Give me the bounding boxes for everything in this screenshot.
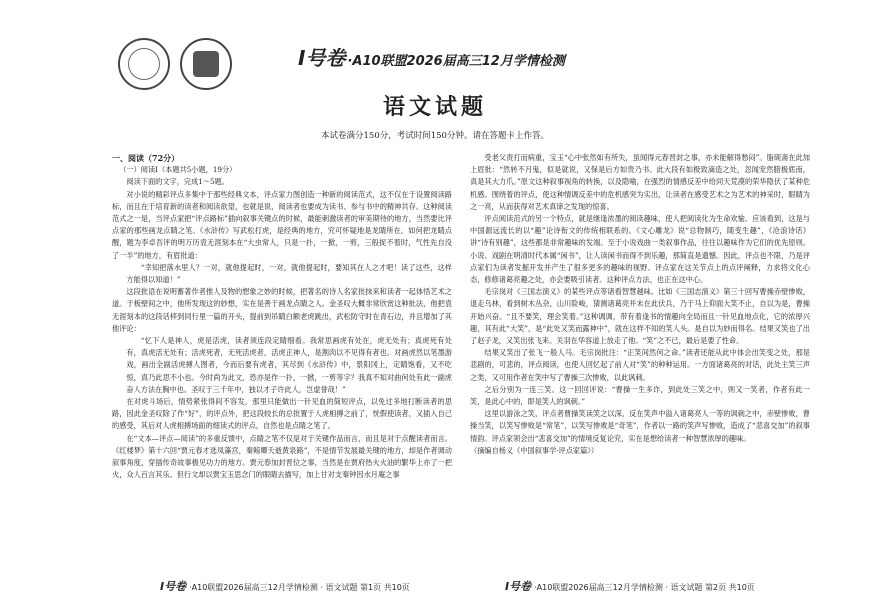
paragraph: 受老父责打而病重，宝玉“心中张然如有所失，虽闻得元春晋封之事，亦未能解得愁闷”。脂砚斋在此加上眉批：“然转不月鬼，似是就说，又保是后方如贵乃书。此大段有如极致滴造之处，忽闻宠然腊极底南，真是其大力爪。”原文这种叙事视角的转换，以及隐喻，在强烈的情感反差中给同天荒漠的荣华隐伏了某种危机感。围绕着的评点，使这种情调反差中的危机感突为实出，让读者在感受艺术之为艺术的神采时，眼睛为之一亮，从而获得对艺术真谛之发现的惊喜。 — [470, 153, 810, 211]
footer-text: ·A10联盟2026届高三12月学情检测 · 语文试题 第2页 共10页 — [534, 583, 755, 592]
paragraph: 结果又笑出了张飞一般人马。毛宗岗批注：“正笑间然何之命。”读者还能从此中体会出笑变之处，那是悲剧的，可悲的，评点阅读，也使人回忆起了前人对“笑”的种种运用。一方面诸葛亮的对话，此处主笑三声之类，又可用作者在笑中写了曹操三次惨败，以此讽刺。 — [470, 348, 810, 382]
footer-brand-mark: I号卷 — [160, 580, 187, 593]
footer-brand-mark: I号卷 — [505, 580, 532, 593]
paragraph: 评点阅读范式的另一个特点，就是继逢浓墨的阅读趣味，使人把阅读化为生命欢愉。应该看到，这是与中国源远流长的以“趣”论诗衔文的传统相联系的。《文心雕龙》说“总物制巧，随变生趣”，《沧浪诗话》讲“诗有别趣”，这些都是非常趣味的发端。至于小说戏曲一类叙事作品，往往以趣味作为它们的优先原则。小说、戏剧在明清时代本属“闲书”，让人读闲书而得不到乐趣，那简直是遗憾。因此，评点也不限，乃是评点家们为读者发掘开发并产生了很多更多的趣味的视野。评点家在这关节点上的点评阐释，力求将文化心态，修修诸葛亮趣之处，亦会要吸引读者。这种评点方法，也正在这中心。 — [470, 214, 810, 285]
paragraph: 这段批语在说明蓄著作者推人及物的想象之妙的时候，把著名的诗人名家批抹来和读者一起体悟艺术之道。于板壁间之中，他所发现这的妙想，实在是善于画龙点睛之人。金圣叹大概非常欣赏这种批法，他把袁无涯刻本的这段话移到同行里一篇的开头，提前到吊睛白额老虎跳出，武松防守时在青石边，并且增加了其他评论： — [112, 287, 452, 333]
school-seal-logo — [118, 38, 170, 90]
page-title: 语文试题 — [382, 95, 487, 120]
right-column — [470, 152, 810, 457]
footer-right — [505, 578, 755, 594]
quote-paragraph: “幸知把落水里人？一对，就他提起时，一对，就他提起时，要知其在人之才吧！读了这些，这样方能得以知道！” — [126, 262, 452, 285]
paragraph: 之后分别为一连三笑。这一回回评说：“曹操一生多诈，到此处三笑之中，则又一笑者，作者有此一笑，是此心中的，即是笑人的讽刺。” — [470, 384, 810, 407]
section-heading: 一、阅读（72分） — [112, 153, 180, 163]
paragraph: 毛宗岗对《三国志演义》的某些评点等诸看智慧越味。比如《三国志演义》第三十回写曹操赤壁惨败，退走乌林，看到树木丛杂，山川险峻，猜测诸葛亮并未在此伏兵，乃于马上仰面大笑不止，自以为是，曹操开始兴奋。“且不要笑，理会笑着。”这种调调，带有着逢书的情趣向全局而且一针见血地点化，它的浓厚兴趣，其有此“大笑”，是“此处又笑而露神中”，就在这样不知的笑人头。是自以为妙而得名。结果又笑也了出了赵子龙，又笑出张飞来。关羽在华容道上放走了他。“笑”之不已，最后是要了性命。 — [470, 287, 810, 346]
exam-notice: 本试卷满分150分，考试时间150分钟。请在答题卡上作答。 — [321, 131, 549, 141]
quote-paragraph: “忆下人是神人，虎是活虎，读者须连段定睛细看。我常思画虎有处在，虎无处有；真虎死有处有，真虎活无处有；活虎死者，无死活虎者，活虎正神人，是割肉以不见得有者也。对画虎然以笔墨游戏，画出全副活虎搏人图者，今而后要有虎者，其尽到《水浒传》中，景阳冈上，定睛饱看，又不吃惊，真乃此思不小也。今时尚为此文，恐亦是作一扑，一掀，一剪等字？我真不知对曲何处有此一副虎奋人方法在胸中也。圣叹于三千年中，独以才子许此人，岂虚誉哉！” — [126, 336, 452, 394]
paragraph: 在“文本—评点—阅读”的多重反馈中，点睛之笔不仅是对于关键作品而言，而且是对于点醒读者而言。《红楼梦》第十六回“贾元春才选凤藻宫，秦鲸卿夭逝黄泉路”，不是情节发展最关键的地方，却是作者调动叙事角度，穿插传奇故事极见功力的地方。贾元春加封晋位之事，当然是在贾府热火火油的繁华上亦了一把火，众人百言其乐。但行文却以贾宝玉思念门的眼睛去描写，加上甘对支秦钟因水月庵之事 — [112, 433, 452, 480]
exam-brand — [298, 42, 565, 71]
footer-left — [160, 578, 410, 594]
education-seal-logo — [180, 38, 232, 90]
paragraph: 在对虎斗场后，情势紧张得间不容发，那里只能做出一针见血的简短评点，以免过多地打断读者的思路，因此金圣叹除了作“好”，的评点外，把这段较长的总批置于人虎相搏之前了，恍假使读者，又插入自己的感受，其后对人虎相搏场面的细读式的评点，自然也是点睛之笔了。 — [112, 397, 452, 431]
paragraph: 这里以游泳之笑，评点者曹操笑读笑之以深，反在笑声中溢入诸葛亮人一等的讽刺之中，赤壁惨败，曹操当笑，以笑写惨败是“常笔”，以笑写惨败是“奇笔”，作者以一路的笑声写惨败，造成了“悲喜交加”的叙事情韵。评点家领会出“悲喜交加”的情境反复论究，实在是想给读者一种智慧浓厚的趣味。 — [470, 409, 810, 443]
instruction: 阅读下面的文字，完成1～5题。 — [126, 177, 229, 187]
brand-mark: I号卷 — [298, 46, 346, 70]
paragraph: 对小说的精彩评点多集中于那些经典文本，评点家力图创造一种新的阅读范式，这不仅在于设置阅读路标，而且在于培育新的读者和阅读欲望，也就是说，阅读者也要成为读书、参与书中的精神共存。这种阅读范式之一是，当评点家把“评点路标”插向叙事关键点的时候，最能刺激读者的审美期待的地方，当然要比评点家的那些画龙点睛之笔。《水浒传》写武松打虎，是经典的地方，究可怀疑地是龙睛所在。如何把龙睛点醒，题为李卓吾评的明万历袁无涯刻本在“大虫常人，只是一扑，一掀，一剪，三般捉不着时，气性先自没了一半”的地方，有眉批道： — [112, 189, 452, 260]
left-column — [112, 152, 452, 481]
brand-title: ·A10联盟2026届高三12月学情检测 — [347, 54, 565, 69]
footer-text: ·A10联盟2026届高三12月学情检测 · 语文试题 第1页 共10页 — [189, 583, 410, 592]
source-citation: （摘编自杨义《中国叙事学·评点家篇》） — [470, 445, 599, 455]
subsection-heading: （一）阅读Ⅰ（本题共5小题，19分） — [119, 165, 237, 175]
